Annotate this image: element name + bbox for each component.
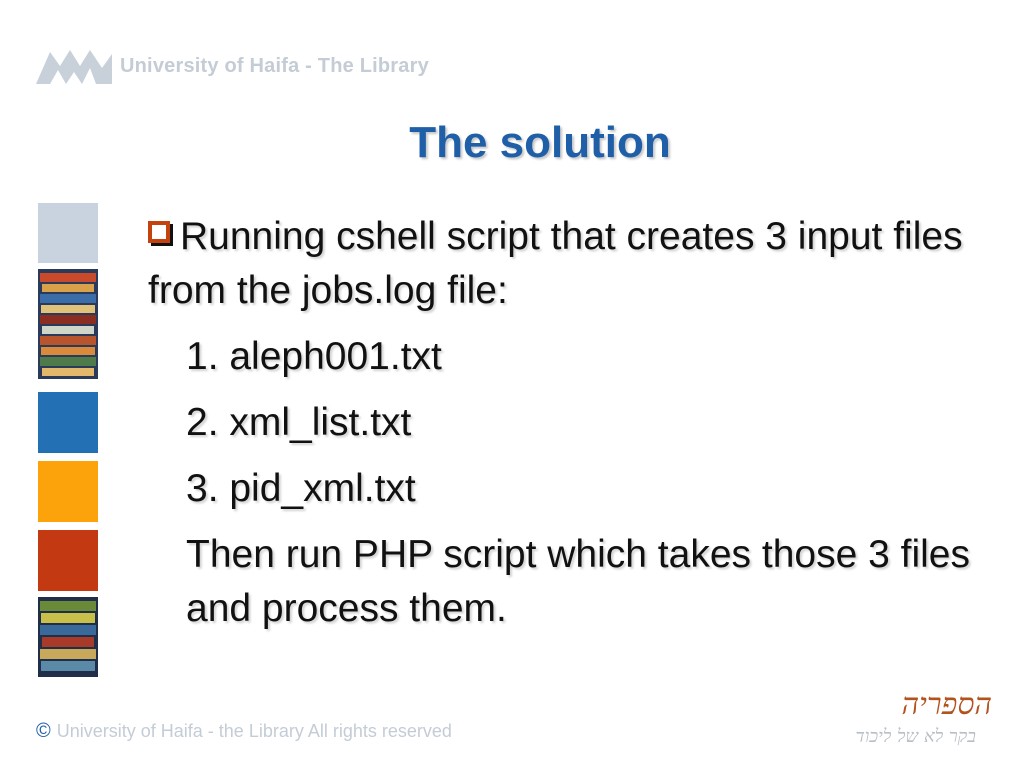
books-image-bottom: [38, 597, 98, 677]
sidebar-gray-block: [38, 203, 98, 263]
bullet-text: Running cshell script that creates 3 input files from the jobs.log file:: [148, 215, 963, 312]
copyright-icon: ©: [36, 720, 51, 742]
slide-title: The solution: [409, 118, 671, 167]
footer-text: University of Haifa - the Library All rights reserved: [56, 721, 452, 741]
sidebar-red-block: [38, 530, 98, 591]
sidebar-decoration: [38, 203, 98, 682]
header-title: University of Haifa - The Library: [120, 54, 429, 77]
sidebar-orange-block: [38, 461, 98, 522]
bullet-item: [148, 210, 988, 318]
list-item: 2. xml_list.txt: [186, 401, 412, 444]
slide-body: [148, 210, 988, 636]
checkbox-bullet-icon: [148, 221, 170, 243]
svg-text:בקר לא של ליכוד: בקר לא של ליכוד: [855, 726, 976, 747]
list-item: 1. aleph001.txt: [186, 335, 442, 378]
closing-paragraph: Then run PHP script which takes those 3 files and process them.: [186, 533, 970, 630]
svg-text:הספריה: הספריה: [901, 687, 992, 722]
sidebar-blue-block: [38, 392, 98, 453]
list-item: 3. pid_xml.txt: [186, 467, 416, 510]
books-image-top: [38, 269, 98, 379]
footer: [36, 720, 452, 743]
header: [36, 44, 429, 88]
library-hebrew-logo-icon: [826, 684, 996, 748]
university-logo-icon: [36, 44, 112, 88]
